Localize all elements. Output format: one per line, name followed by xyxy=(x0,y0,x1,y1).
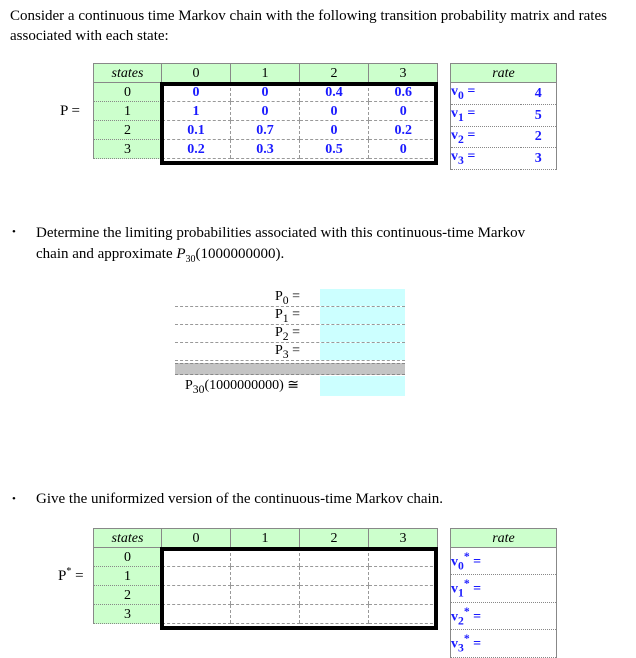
answer-cell[interactable] xyxy=(231,567,300,586)
rate-eq: = xyxy=(467,127,476,143)
transition-matrix xyxy=(93,63,438,159)
rate-symbol: v xyxy=(451,84,458,99)
states-header: states xyxy=(94,64,162,83)
pstar-eq: = xyxy=(71,568,84,584)
rate-subscript: 2 xyxy=(458,614,464,628)
p1-input[interactable] xyxy=(320,307,405,324)
rate-symbol: v xyxy=(451,554,458,570)
limiting-subscript: 2 xyxy=(282,329,289,343)
question-1 xyxy=(36,223,626,270)
rate-superscript: * xyxy=(463,604,470,618)
rate-symbol: v xyxy=(451,609,458,625)
rate-table xyxy=(450,63,557,170)
matrix-cell: 0.2 xyxy=(162,140,231,159)
limiting-label xyxy=(275,325,300,343)
approx-eq: ≅ xyxy=(283,378,300,393)
matrix-cell: 0 xyxy=(231,83,300,102)
state-label: 1 xyxy=(94,102,162,121)
question-1-line-1: Determine the limiting probabilities associated with this continuous-time Markov xyxy=(36,225,526,241)
answer-cell[interactable] xyxy=(162,548,231,567)
matrix2-row xyxy=(94,605,438,624)
matrix-cell: 0.1 xyxy=(162,121,231,140)
state-col-3: 3 xyxy=(369,529,438,548)
state-col-3: 3 xyxy=(369,64,438,83)
matrix-cell: 0.6 xyxy=(369,83,438,102)
rate-row xyxy=(451,630,557,657)
rate-row xyxy=(451,126,557,148)
state-col-0: 0 xyxy=(162,64,231,83)
limiting-row-p2 xyxy=(175,325,405,343)
rate-row xyxy=(451,104,557,126)
p2-input[interactable] xyxy=(320,325,405,342)
rate-star-cell[interactable] xyxy=(451,602,557,629)
math-subscript: 30 xyxy=(185,254,196,265)
rate-star-cell[interactable] xyxy=(451,548,557,575)
answer-cell[interactable] xyxy=(369,586,438,605)
pstar-symbol: P xyxy=(58,568,67,584)
answer-cell[interactable] xyxy=(162,586,231,605)
rate-table-2 xyxy=(450,528,557,658)
approx-row xyxy=(175,376,405,396)
state-label: 0 xyxy=(94,548,162,567)
answer-cell[interactable] xyxy=(162,605,231,624)
rate-eq: = xyxy=(469,554,482,570)
math-arg: (1000000000) xyxy=(195,246,281,262)
states-header: states xyxy=(94,529,162,548)
rate-superscript: * xyxy=(463,632,470,646)
rate-superscript: * xyxy=(463,550,470,563)
rate-row xyxy=(451,575,557,602)
answer-cell[interactable] xyxy=(300,605,369,624)
matrix-row xyxy=(94,102,438,121)
question-1-end: . xyxy=(280,246,285,262)
state-col-2: 2 xyxy=(300,529,369,548)
rate-value: 5 xyxy=(521,104,557,126)
matrix2-row xyxy=(94,548,438,567)
matrix-row xyxy=(94,121,438,140)
matrix-cell: 1 xyxy=(162,102,231,121)
rate-superscript: * xyxy=(463,577,470,591)
limiting-row-p3 xyxy=(175,343,405,361)
answer-cell[interactable] xyxy=(369,567,438,586)
limiting-eq: = xyxy=(288,307,301,322)
state-label: 3 xyxy=(94,605,162,624)
rate-subscript: 2 xyxy=(458,132,464,146)
matrix-cell: 0.7 xyxy=(231,121,300,140)
p0-input[interactable] xyxy=(320,289,405,306)
rate-value: 4 xyxy=(521,83,557,105)
rate-header: rate xyxy=(451,64,557,83)
state-label: 3 xyxy=(94,140,162,159)
matrix-cell: 0.3 xyxy=(231,140,300,159)
answer-cell[interactable] xyxy=(300,548,369,567)
matrix-cell: 0 xyxy=(369,140,438,159)
matrix-row xyxy=(94,83,438,102)
bullet-1: • xyxy=(12,226,16,238)
rate-eq: = xyxy=(469,637,482,653)
matrix2-row xyxy=(94,567,438,586)
rate-eq: = xyxy=(467,149,476,165)
approx-subscript: 30 xyxy=(192,382,205,396)
answer-cell[interactable] xyxy=(231,548,300,567)
matrix-cell: 0.2 xyxy=(369,121,438,140)
matrix-cell: 0 xyxy=(231,102,300,121)
answer-cell[interactable] xyxy=(231,605,300,624)
rate-header: rate xyxy=(451,529,557,548)
limiting-symbol: P xyxy=(275,289,283,304)
matrix-cell: 0 xyxy=(369,102,438,121)
limiting-symbol: P xyxy=(275,307,283,322)
bullet-2: • xyxy=(12,493,16,505)
rate-eq: = xyxy=(467,105,476,121)
limiting-subscript: 1 xyxy=(282,311,289,325)
rate-row xyxy=(451,548,557,575)
math-p: P xyxy=(176,246,186,262)
p3-input[interactable] xyxy=(320,343,405,360)
approx-arg: (1000000000) xyxy=(204,378,284,393)
matrix-row xyxy=(94,140,438,159)
rate-row xyxy=(451,602,557,629)
matrix2-header-row xyxy=(94,529,438,548)
state-label: 1 xyxy=(94,567,162,586)
limiting-symbol: P xyxy=(275,343,283,358)
matrix-p-label: P = xyxy=(60,103,80,119)
rate-value: 3 xyxy=(521,148,557,170)
approx-label xyxy=(185,377,299,396)
matrix-cell: 0 xyxy=(300,102,369,121)
state-col-2: 2 xyxy=(300,64,369,83)
answer-cell[interactable] xyxy=(300,567,369,586)
rate-subscript: 3 xyxy=(458,641,464,655)
rate-row xyxy=(451,148,557,170)
state-label: 0 xyxy=(94,83,162,102)
approx-symbol: P xyxy=(185,378,193,393)
matrix-pstar-label xyxy=(58,566,84,585)
matrix-cell: 0 xyxy=(300,121,369,140)
limiting-row-p0 xyxy=(175,289,405,307)
limiting-subscript: 3 xyxy=(282,347,289,361)
rate-subscript: 0 xyxy=(458,559,464,573)
rate-symbol: v xyxy=(451,582,458,598)
answer-cell[interactable] xyxy=(369,548,438,567)
rate-eq: = xyxy=(467,84,476,99)
limiting-eq: = xyxy=(288,325,301,340)
rate-symbol: v xyxy=(451,105,458,121)
rate-eq: = xyxy=(469,582,482,598)
rate-subscript: 0 xyxy=(458,88,464,102)
matrix-header-row xyxy=(94,64,438,83)
limiting-row-p1 xyxy=(175,307,405,325)
limiting-eq: = xyxy=(288,289,301,304)
question-2: Give the uniformized version of the continuous-time Markov chain. xyxy=(36,491,443,507)
limiting-label xyxy=(275,289,300,307)
answer-cell[interactable] xyxy=(369,605,438,624)
uniformized-matrix xyxy=(93,528,438,624)
rate-eq: = xyxy=(469,609,482,625)
rate-star-cell[interactable] xyxy=(451,575,557,602)
rate-subscript: 1 xyxy=(458,586,464,600)
matrix-cell: 0.5 xyxy=(300,140,369,159)
intro-text: Consider a continuous time Markov chain with the following transition probability matrix and rates associated with each state: xyxy=(10,8,607,44)
answer-cell[interactable] xyxy=(162,567,231,586)
state-col-0: 0 xyxy=(162,529,231,548)
separator-bar xyxy=(175,363,405,375)
state-label: 2 xyxy=(94,121,162,140)
limiting-subscript: 0 xyxy=(282,293,289,307)
rate-star-cell[interactable] xyxy=(451,630,557,657)
rate-symbol: v xyxy=(451,149,458,165)
rate-symbol: v xyxy=(451,637,458,653)
matrix2-row xyxy=(94,586,438,605)
question-1-text: chain and approximate xyxy=(36,246,177,262)
answer-cell[interactable] xyxy=(231,586,300,605)
state-col-1: 1 xyxy=(231,529,300,548)
rate-subscript: 1 xyxy=(458,110,464,124)
limiting-symbol: P xyxy=(275,325,283,340)
state-col-1: 1 xyxy=(231,64,300,83)
matrix-cell: 0.4 xyxy=(300,83,369,102)
rate-symbol: v xyxy=(451,127,458,143)
limiting-eq: = xyxy=(288,343,301,358)
matrix-cell: 0 xyxy=(162,83,231,102)
limiting-label xyxy=(275,307,300,325)
rate-value: 2 xyxy=(521,126,557,148)
question-1-line-2 xyxy=(36,244,626,270)
rate-subscript: 3 xyxy=(458,154,464,168)
answer-cell[interactable] xyxy=(300,586,369,605)
approx-input[interactable] xyxy=(320,376,405,396)
pstar-superscript: * xyxy=(66,566,72,577)
rate-row xyxy=(451,83,557,105)
limiting-label xyxy=(275,343,300,361)
state-label: 2 xyxy=(94,586,162,605)
